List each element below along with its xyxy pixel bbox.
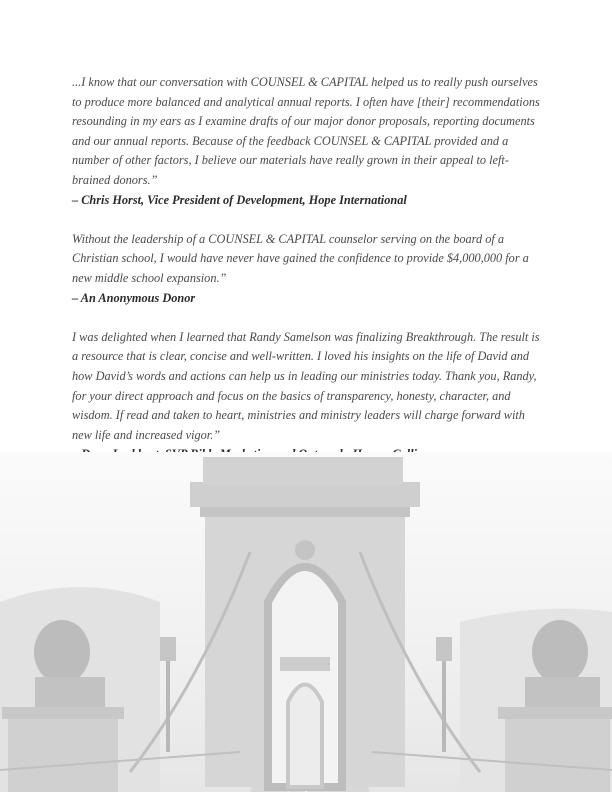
bridge-photo [0,452,612,792]
testimonial-doug-lockhart [72,328,542,465]
lamp-post-left [160,637,176,752]
testimonial-attribution: – An Anonymous Donor [72,290,196,305]
testimonial-quote: I was delighted when I learned that Randy Samelson was finalizing Breakthrough. The result is a resource that is clear, concise and well-written. I loved his insights on the life of David and how David’s words and actions can help us in leading our ministries today. Thank you, Randy, for your direct approach and focus on the basics of transparency, honesty, character, and wisdom. If read and taken to heart, ministries and ministry leaders will charge forward with new life and increased vigor.” [72,329,540,442]
bridge-tower [190,457,420,787]
lamp-post-right [436,637,452,752]
testimonial-attribution: – Chris Horst, Vice President of Development, Hope International [72,192,407,207]
testimonials-section [72,73,542,484]
testimonial-chris-horst [72,73,542,210]
testimonial-quote: Without the leadership of a COUNSEL & CAPITAL counselor serving on the board of a Christian school, I would have never have gained the confidence to provide $4,000,000 for a new middle school expansion.” [72,231,529,285]
testimonial-quote: ...I know that our conversation with COUNSEL & CAPITAL helped us to really push ourselves to produce more balanced and analytical annual reports. I often have [their] recommendations resounding in my ears as I examine drafts of our major donor proposals, reporting documents and our annual reports. Because of the feedback COUNSEL & CAPITAL provided and a number of other factors, I believe our materials have really grown in their appeal to left-brained donors.” [72,75,540,187]
bridge-illustration [0,452,612,792]
testimonial-anonymous-donor [72,230,542,308]
